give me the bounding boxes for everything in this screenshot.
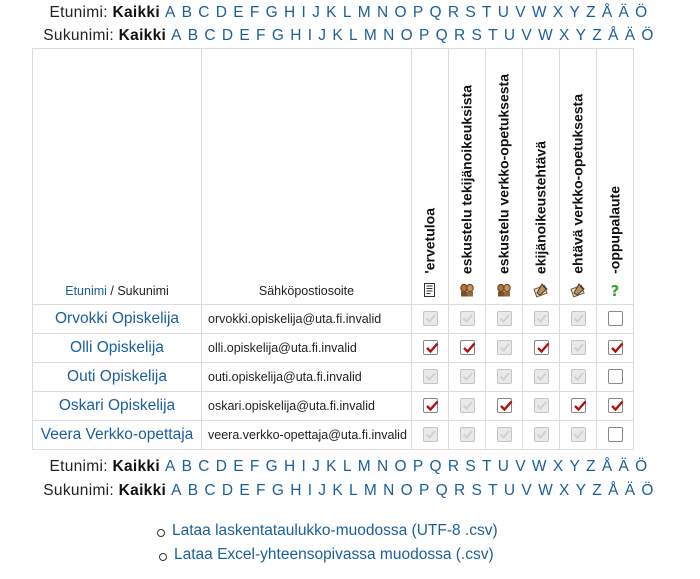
filter-letter-link[interactable]: M (363, 27, 378, 44)
filter-letter-link[interactable]: P (419, 27, 430, 44)
check-icon (424, 428, 437, 441)
completion-checkbox-disabled (497, 340, 512, 355)
filter-letter-link[interactable]: Y (575, 27, 587, 44)
completion-cell (449, 421, 486, 450)
filter-letter-link[interactable]: H (290, 27, 302, 44)
completion-checkbox-checked[interactable] (534, 340, 549, 355)
filter-letter-link[interactable]: O (400, 482, 413, 499)
filter-letter-link[interactable]: U (497, 458, 510, 475)
firstname-filter-top (0, 4, 700, 22)
filter-letter-link[interactable]: T (488, 482, 498, 499)
check-icon (461, 312, 474, 325)
completion-checkbox-checked[interactable] (608, 398, 623, 413)
filter-letter-link[interactable]: T (481, 4, 492, 21)
filter-letter-link[interactable]: C (198, 4, 210, 21)
completion-cell (486, 305, 523, 334)
filter-letter-link[interactable]: D (221, 482, 234, 499)
activity-column-header (412, 49, 449, 305)
completion-checkbox-disabled (571, 311, 586, 326)
filter-letter-link[interactable]: P (412, 458, 424, 475)
student-name-link[interactable]: Veera Verkko-opettaja (40, 426, 194, 443)
student-email-cell: outi.opiskelija@uta.fi.invalid (202, 363, 412, 392)
filter-letter-link[interactable]: X (552, 458, 564, 475)
completion-cell (597, 334, 634, 363)
filter-letter-link[interactable]: N (376, 4, 389, 21)
student-name-link[interactable]: Olli Opiskelija (70, 339, 164, 356)
completion-cell (412, 392, 449, 421)
completion-cell (449, 305, 486, 334)
activity-column-header (560, 49, 597, 305)
completion-checkbox-disabled (460, 427, 475, 442)
filter-letter-link[interactable]: N (376, 458, 389, 475)
completion-checkbox-disabled (571, 427, 586, 442)
bullet-icon (157, 529, 165, 537)
filter-letter-link[interactable]: E (239, 27, 251, 44)
check-icon (572, 341, 585, 354)
list-item (0, 545, 700, 569)
filter-letter-link[interactable]: U (497, 4, 510, 21)
completion-cell (412, 421, 449, 450)
completion-cell (597, 421, 634, 450)
completion-cell (412, 334, 449, 363)
filter-letter-link[interactable]: Q (435, 482, 448, 499)
header-separator: / (106, 284, 118, 298)
check-icon (498, 428, 511, 441)
filter-letter-link[interactable]: Å (601, 4, 613, 21)
completion-cell (486, 421, 523, 450)
lastname-filter-top (0, 27, 700, 45)
activity-column-header (597, 49, 634, 305)
filter-letter-link[interactable]: D (215, 458, 228, 475)
filter-letter-link[interactable]: H (284, 4, 296, 21)
filter-letter-link[interactable]: D (215, 4, 228, 21)
filter-letter-link[interactable]: R (447, 4, 460, 21)
activity-name-label: ekijänoikeustehtävä (532, 140, 549, 274)
filter-letter-link[interactable]: F (249, 4, 260, 21)
student-name-cell (33, 334, 202, 363)
filter-letter-link[interactable]: Y (569, 458, 581, 475)
filter-letter-link[interactable]: P (419, 482, 430, 499)
table-row (33, 392, 634, 421)
filter-letter-link[interactable]: V (521, 27, 533, 44)
filter-letter-link[interactable]: K (332, 27, 343, 44)
filter-letter-link[interactable]: S (465, 458, 476, 475)
filter-letter-link[interactable]: P (412, 4, 424, 21)
check-icon (498, 341, 511, 354)
filter-letter-link[interactable]: N (383, 27, 395, 44)
activity-icon (496, 282, 512, 298)
filter-letter-link[interactable]: S (471, 482, 483, 499)
filter-letter-link[interactable]: T (481, 458, 492, 475)
filter-letter-link[interactable]: E (233, 4, 244, 21)
table-row (33, 363, 634, 392)
filter-letter-link[interactable]: I (307, 27, 313, 44)
completion-checkbox-disabled (534, 369, 549, 384)
filter-letter-link[interactable]: T (488, 27, 498, 44)
activity-icon (459, 282, 475, 298)
filter-letter-link[interactable]: D (221, 27, 234, 44)
activity-column-header (523, 49, 560, 305)
filter-letter-link[interactable]: M (363, 482, 378, 499)
student-name-link[interactable]: Orvokki Opiskelija (54, 310, 180, 327)
filter-letter-link[interactable]: Ö (635, 458, 648, 475)
activity-name-label: -oppupalaute (606, 186, 623, 274)
student-email-cell: oskari.opiskelija@uta.fi.invalid (202, 392, 412, 421)
filter-letter-link[interactable]: L (349, 27, 358, 44)
student-name-link[interactable]: Oskari Opiskelija (58, 397, 176, 414)
completion-cell (560, 305, 597, 334)
completion-cell (523, 363, 560, 392)
filter-letter-link[interactable]: H (290, 482, 302, 499)
filter-all-selected: Kaikki (118, 27, 167, 44)
completion-checkbox-disabled (497, 427, 512, 442)
completion-cell (560, 392, 597, 421)
completion-cell (523, 334, 560, 363)
completion-cell (523, 305, 560, 334)
filter-letter-link[interactable]: G (271, 27, 285, 44)
check-icon (535, 399, 548, 412)
student-name-cell (33, 421, 202, 450)
filter-letter-link[interactable]: O (400, 27, 413, 44)
filter-letter-link[interactable]: B (181, 458, 193, 475)
filter-letter-link[interactable]: Å (608, 482, 619, 499)
filter-letter-link[interactable]: I (301, 4, 307, 21)
email-header-label: Sähköpostiosoite (258, 284, 355, 298)
filter-letter-link[interactable]: K (326, 4, 337, 21)
filter-letter-link[interactable]: G (265, 4, 278, 21)
completion-checkbox-disabled (460, 398, 475, 413)
check-icon (535, 312, 548, 325)
completion-cell (560, 363, 597, 392)
bullet-icon (159, 553, 167, 561)
filter-letter-link[interactable]: Y (569, 4, 581, 21)
filter-letter-link[interactable]: X (559, 27, 570, 44)
filter-letter-link[interactable]: V (521, 482, 533, 499)
filter-letter-link[interactable]: A (171, 27, 182, 44)
filter-letter-link[interactable]: K (332, 482, 343, 499)
completion-cell (597, 305, 634, 334)
completion-checkbox-disabled (460, 311, 475, 326)
filter-letter-link[interactable]: C (198, 458, 210, 475)
filter-letter-link[interactable]: C (204, 27, 216, 44)
completion-checkbox-checked[interactable] (497, 398, 512, 413)
completion-checkbox-disabled (534, 398, 549, 413)
filter-letter-link[interactable]: O (394, 4, 407, 21)
filter-letter-link[interactable]: O (394, 458, 407, 475)
completion-cell (523, 392, 560, 421)
check-icon (498, 370, 511, 383)
completion-checkbox[interactable] (608, 369, 623, 384)
name-column-header (33, 49, 202, 305)
filter-letter-link[interactable]: Z (586, 458, 596, 475)
student-email-cell: orvokki.opiskelija@uta.fi.invalid (202, 305, 412, 334)
filter-letter-link[interactable]: W (531, 458, 547, 475)
student-name-cell (33, 392, 202, 421)
check-icon (498, 312, 511, 325)
filter-letter-link[interactable]: Ä (618, 458, 630, 475)
check-icon (572, 370, 585, 383)
check-icon (535, 370, 548, 383)
filter-letter-link[interactable]: S (471, 27, 483, 44)
completion-checkbox[interactable] (608, 427, 623, 442)
check-icon (424, 370, 437, 383)
completion-checkbox-disabled (571, 340, 586, 355)
completion-checkbox-checked[interactable] (571, 398, 586, 413)
completion-checkbox-disabled (497, 311, 512, 326)
completion-checkbox-checked[interactable] (608, 340, 623, 355)
forum-icon (496, 282, 512, 298)
firstname-filter-label: Etunimi: (49, 4, 108, 21)
filter-letter-link[interactable]: Ö (635, 4, 648, 21)
completion-cell (449, 392, 486, 421)
filter-letter-link[interactable]: X (559, 482, 570, 499)
sort-lastname-label: Sukunimi (117, 284, 169, 298)
filter-letter-link[interactable]: B (181, 4, 193, 21)
check-icon (462, 341, 476, 355)
page-icon (422, 282, 438, 298)
filter-letter-link[interactable]: Q (429, 458, 442, 475)
activity-icon (607, 282, 623, 298)
filter-letter-link[interactable]: A (171, 482, 182, 499)
filter-letter-link[interactable]: W (531, 4, 547, 21)
check-icon (572, 312, 585, 325)
activity-name-label: 'ervetuloa (421, 208, 438, 274)
completion-checkbox-disabled (534, 427, 549, 442)
student-name-link[interactable]: Outi Opiskelija (67, 368, 167, 385)
firstname-filter-bottom (0, 458, 700, 476)
completion-cell (412, 363, 449, 392)
completion-checkbox[interactable] (608, 311, 623, 326)
filter-letter-link[interactable]: R (447, 458, 460, 475)
filter-letter-link[interactable]: L (342, 4, 352, 21)
lastname-filter-label: Sukunimi: (43, 27, 115, 44)
completion-cell (560, 421, 597, 450)
list-item (0, 521, 700, 545)
filter-letter-link[interactable]: A (164, 4, 176, 21)
completion-cell (597, 392, 634, 421)
filter-letter-link[interactable]: J (318, 482, 327, 499)
download-list (0, 521, 700, 569)
filter-letter-link[interactable]: Q (435, 27, 448, 44)
completion-checkbox-disabled (497, 369, 512, 384)
completion-cell (523, 421, 560, 450)
check-icon (572, 428, 585, 441)
check-icon (499, 399, 513, 413)
filter-letter-link[interactable]: E (233, 458, 244, 475)
filter-letter-link[interactable]: N (383, 482, 395, 499)
completion-checkbox-checked[interactable] (423, 340, 438, 355)
check-icon (461, 370, 474, 383)
filter-letter-link[interactable]: Ö (641, 482, 654, 499)
filter-letter-link[interactable]: F (249, 458, 260, 475)
filter-all-selected: Kaikki (118, 482, 167, 499)
completion-checkbox-disabled (423, 369, 438, 384)
filter-letter-link[interactable]: L (349, 482, 358, 499)
filter-letter-link[interactable]: U (503, 27, 516, 44)
filter-letter-link[interactable]: I (301, 458, 307, 475)
check-icon (461, 399, 474, 412)
completion-cell (597, 363, 634, 392)
download-csv-excel-link[interactable]: Lataa Excel-yhteensopivassa muodossa (.csv) (174, 546, 494, 563)
filter-letter-link[interactable]: I (307, 482, 313, 499)
filter-letter-link[interactable]: R (454, 482, 466, 499)
download-csv-utf8-link[interactable]: Lataa laskentataulukko-muodossa (UTF-8 .csv) (172, 522, 498, 539)
completion-cell (449, 363, 486, 392)
filter-letter-link[interactable]: B (187, 27, 199, 44)
filter-letter-link[interactable]: X (552, 4, 564, 21)
filter-letter-link[interactable]: Ä (624, 27, 636, 44)
filter-letter-link[interactable]: F (256, 27, 266, 44)
activity-icon (570, 282, 586, 298)
check-icon (610, 341, 624, 355)
filter-letter-link[interactable]: C (204, 482, 216, 499)
filter-letter-link[interactable]: E (239, 482, 251, 499)
filter-letter-link[interactable]: S (465, 4, 476, 21)
student-email-cell: veera.verkko-opettaja@uta.fi.invalid (202, 421, 412, 450)
completion-checkbox-disabled (460, 369, 475, 384)
table-row (33, 305, 634, 334)
check-icon (424, 312, 437, 325)
table-row (33, 334, 634, 363)
email-column-header (202, 49, 412, 305)
filter-letter-link[interactable]: F (256, 482, 266, 499)
lastname-filter-label: Sukunimi: (43, 482, 115, 499)
filter-letter-link[interactable]: Ö (641, 27, 654, 44)
filter-letter-link[interactable]: K (326, 458, 337, 475)
filter-letter-link[interactable]: M (357, 4, 371, 21)
filter-letter-link[interactable]: Z (592, 27, 603, 44)
completion-cell (486, 334, 523, 363)
activity-name-label: eskustelu tekijänoikeuksista (458, 84, 475, 274)
completion-cell (486, 363, 523, 392)
completion-checkbox-disabled (534, 311, 549, 326)
completion-checkbox-disabled (423, 427, 438, 442)
filter-letter-link[interactable]: V (515, 4, 526, 21)
filter-letter-link[interactable]: G (271, 482, 285, 499)
completion-cell (560, 334, 597, 363)
student-name-cell (33, 363, 202, 392)
assignment-icon (570, 282, 586, 298)
filter-letter-link[interactable]: Q (429, 4, 442, 21)
lastname-filter-bottom (0, 482, 700, 500)
completion-cell (449, 334, 486, 363)
assignment-icon (533, 282, 549, 298)
filter-letter-link[interactable]: U (503, 482, 516, 499)
check-icon (573, 399, 587, 413)
filter-letter-link[interactable]: J (312, 4, 321, 21)
completion-cell (412, 305, 449, 334)
filter-all-selected: Kaikki (112, 458, 160, 475)
filter-letter-link[interactable]: L (342, 458, 352, 475)
sort-firstname-link[interactable]: Etunimi (65, 284, 107, 298)
completion-checkbox-checked[interactable] (460, 340, 475, 355)
activity-icon (422, 282, 438, 298)
filter-letter-link[interactable]: J (318, 27, 327, 44)
filter-letter-link[interactable]: Y (575, 482, 587, 499)
activity-name-label: ehtävä verkko-opetuksesta (569, 94, 586, 274)
filter-letter-link[interactable]: Z (586, 4, 596, 21)
completion-table (32, 48, 634, 450)
filter-letter-link[interactable]: H (284, 458, 296, 475)
filter-letter-link[interactable]: B (187, 482, 199, 499)
filter-letter-link[interactable]: G (265, 458, 278, 475)
check-icon (425, 341, 439, 355)
filter-letter-link[interactable]: A (164, 458, 176, 475)
activity-name-label: eskustelu verkko-opetuksesta (495, 74, 512, 274)
completion-cell (486, 392, 523, 421)
student-name-cell (33, 305, 202, 334)
check-icon (535, 428, 548, 441)
completion-checkbox-disabled (423, 311, 438, 326)
check-icon (610, 399, 624, 413)
completion-checkbox-checked[interactable] (423, 398, 438, 413)
student-email-cell: olli.opiskelija@uta.fi.invalid (202, 334, 412, 363)
firstname-filter-label: Etunimi: (49, 458, 108, 475)
filter-letter-link[interactable]: J (312, 458, 321, 475)
filter-letter-link[interactable]: W (538, 482, 553, 499)
table-row (33, 421, 634, 450)
filter-letter-link[interactable]: Z (592, 482, 603, 499)
filter-letter-link[interactable]: Å (608, 27, 619, 44)
filter-letter-link[interactable]: V (515, 458, 526, 475)
check-icon (536, 341, 550, 355)
completion-checkbox-disabled (571, 369, 586, 384)
activity-column-header (486, 49, 523, 305)
svg-text:?: ? (610, 282, 620, 298)
forum-icon (459, 282, 475, 298)
filter-letter-link[interactable]: M (357, 458, 371, 475)
filter-letter-link[interactable]: Ä (624, 482, 636, 499)
filter-letter-link[interactable]: R (454, 27, 466, 44)
activity-column-header (449, 49, 486, 305)
check-icon (461, 428, 474, 441)
filter-letter-link[interactable]: Ä (618, 4, 630, 21)
filter-letter-link[interactable]: W (538, 27, 553, 44)
question-icon (607, 282, 623, 298)
activity-icon (533, 282, 549, 298)
check-icon (425, 399, 439, 413)
filter-letter-link[interactable]: Å (601, 458, 613, 475)
filter-all-selected: Kaikki (112, 4, 160, 21)
